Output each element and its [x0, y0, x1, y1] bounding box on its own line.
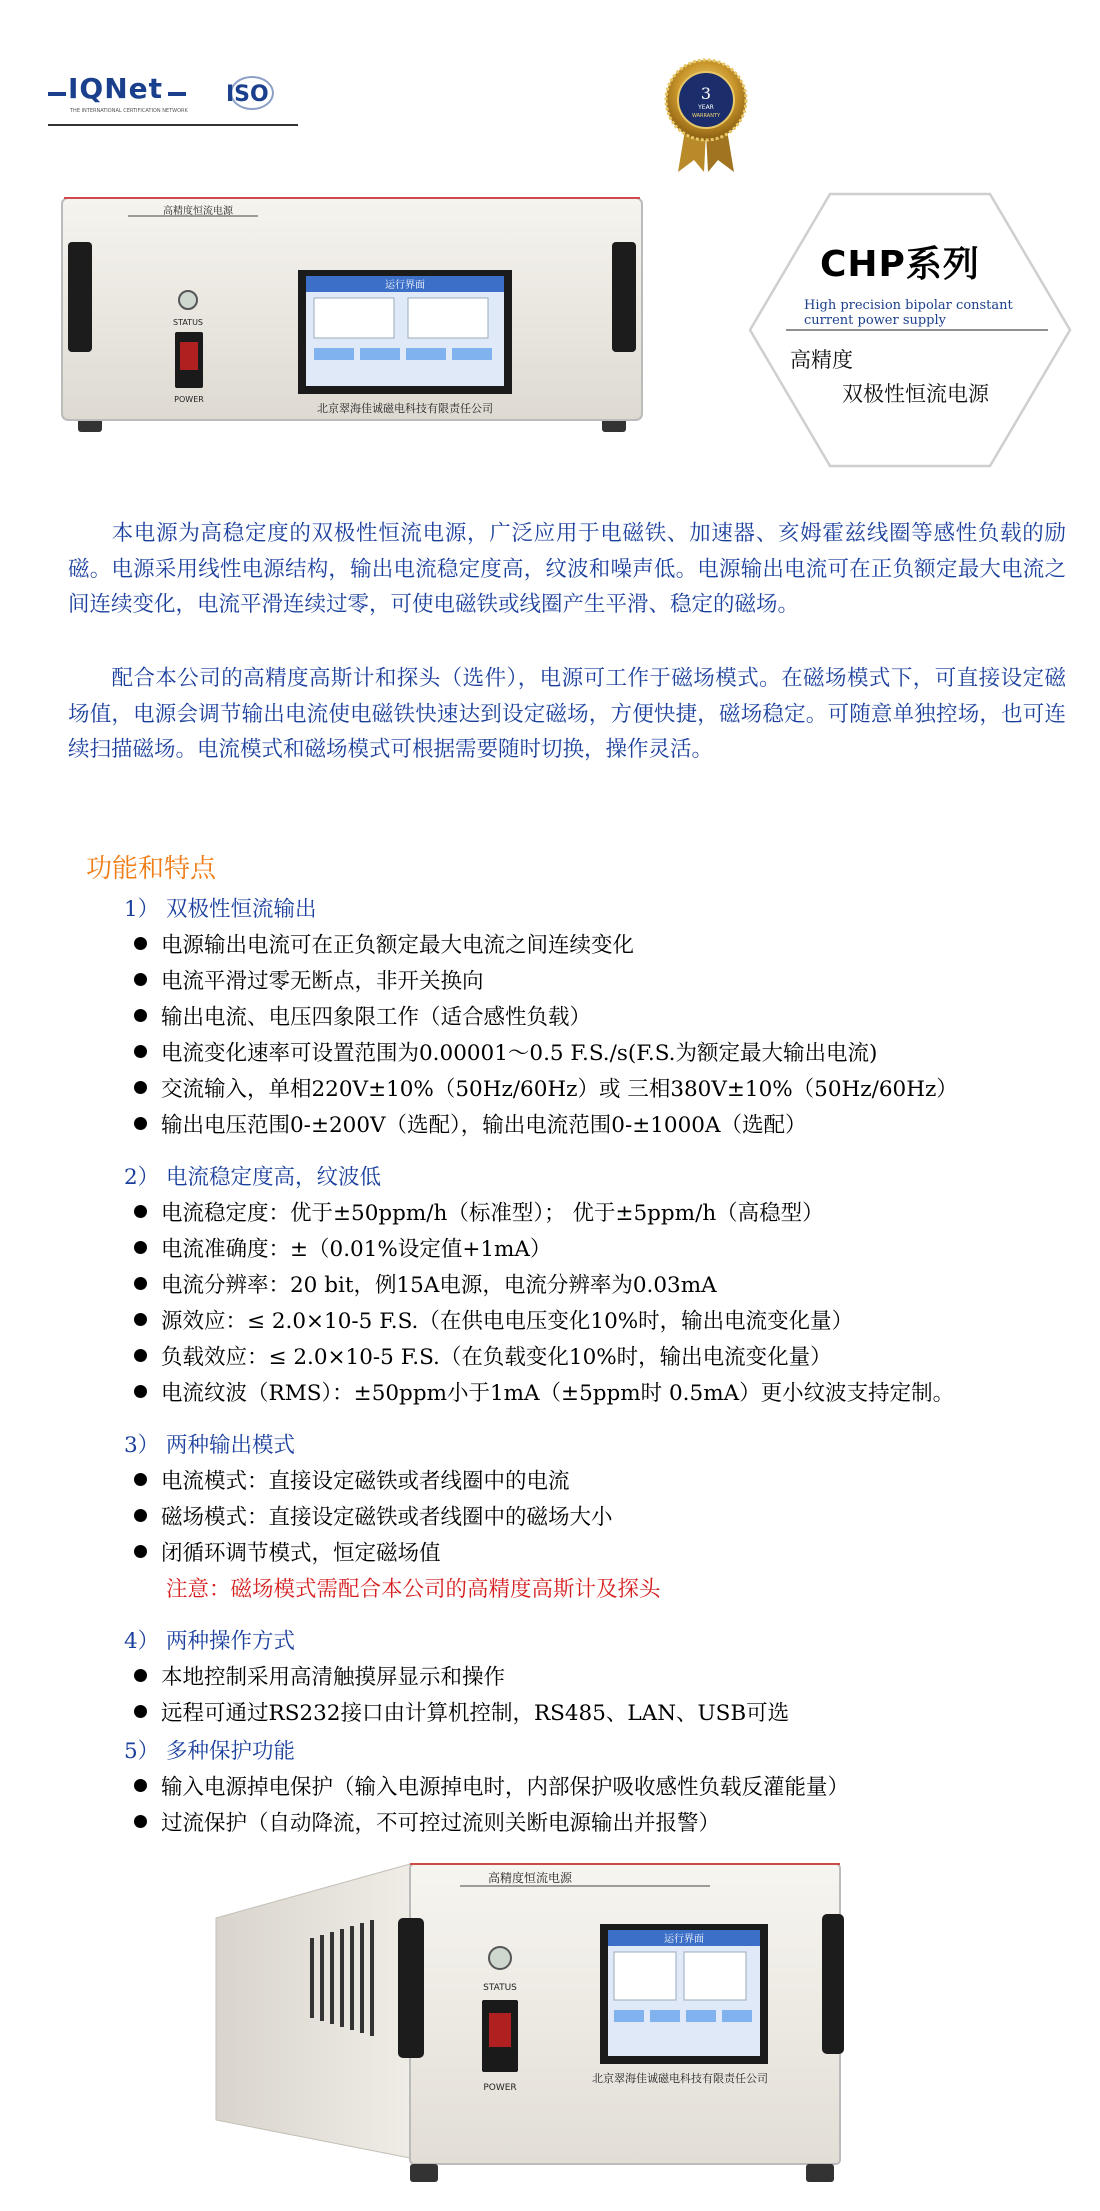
bullet-icon	[134, 1277, 147, 1290]
bullet-icon	[134, 1779, 147, 1792]
bullet-icon	[134, 1545, 147, 1558]
bullet-icon	[134, 1349, 147, 1362]
iqnet-subtitle: THE INTERNATIONAL CERTIFICATION NETWORK	[70, 108, 188, 114]
device-angled-image	[210, 1858, 850, 2198]
bullet-icon	[134, 1205, 147, 1218]
device1-status-label: STATUS	[172, 318, 204, 327]
section-1-title: 1） 双极性恒流输出	[124, 897, 317, 922]
section-2-title: 2） 电流稳定度高，纹波低	[124, 1165, 382, 1190]
iqnet-dash-left	[48, 92, 66, 96]
intro-paragraph-2	[68, 661, 1066, 768]
section-1-item: 电流平滑过零无断点，非开关换向	[134, 964, 484, 995]
product-cn-line1: 高精度	[790, 348, 853, 372]
bullet-icon	[134, 1009, 147, 1022]
device2-power-label: POWER	[483, 2083, 517, 2093]
section-3-title: 3） 两种输出模式	[124, 1433, 296, 1458]
certification-logos	[48, 62, 298, 122]
section-1-item: 输出电流、电压四象限工作（适合感性负载）	[134, 1000, 591, 1031]
bullet-icon	[134, 1241, 147, 1254]
section-5-title: 5） 多种保护功能	[124, 1739, 296, 1764]
product-series-title: CHP系列	[820, 244, 980, 285]
device1-company: 北京翠海佳诚磁电科技有限责任公司	[317, 402, 493, 415]
section-2-item: 电流准确度：±（0.01%设定值+1mA）	[134, 1232, 551, 1263]
badge-number: 3	[700, 84, 712, 103]
device2-screen-title: 运行界面	[664, 1934, 704, 1945]
device2-panel-title: 高精度恒流电源	[487, 1871, 573, 1885]
bullet-icon	[134, 1473, 147, 1486]
section-5-item: 输入电源掉电保护（输入电源掉电时，内部保护吸收感性负载反灌能量）	[134, 1770, 849, 1801]
badge-warranty: WARRANTY	[691, 113, 721, 119]
device-front-image	[58, 192, 646, 444]
section-3-item: 电流模式：直接设定磁铁或者线圈中的电流	[134, 1464, 570, 1495]
header-divider	[48, 124, 298, 126]
intro-paragraph-2-text: 配合本公司的高精度高斯计和探头（选件），电源可工作于磁场模式。在磁场模式下，可直接设定磁场值，电源会调节输出电流使电磁铁快速达到设定磁场，方便快捷，磁场稳定。可随意单独控场，也可连续扫描磁场。电流模式和磁场模式可根据需要随时切换，操作灵活。	[68, 666, 1066, 762]
section-1-item: 交流输入，单相220V±10%（50Hz/60Hz）或 三相380V±10%（50Hz/60Hz）	[134, 1072, 958, 1103]
iqnet-dash-right	[168, 92, 186, 96]
intro-paragraph-1-text: 本电源为高稳定度的双极性恒流电源，广泛应用于电磁铁、加速器、亥姆霍兹线圈等感性负载的励磁。电源采用线性电源结构，输出电流稳定度高，纹波和噪声低。电源输出电流可在正负额定最大电流之间连续变化，电流平滑连续过零，可使电磁铁或线圈产生平滑、稳定的磁场。	[68, 521, 1066, 617]
device1-power-label: POWER	[174, 395, 204, 404]
product-english-name: High precision bipolar constant current power supply	[804, 298, 1013, 328]
section-1-item: 输出电压范围0-±200V（选配），输出电流范围0-±1000A（选配）	[134, 1108, 806, 1139]
bullet-icon	[134, 1669, 147, 1682]
warranty-badge-icon	[656, 54, 756, 174]
section-3-item: 闭循环调节模式，恒定磁场值	[134, 1536, 441, 1567]
product-hexagon-frame	[748, 192, 1072, 468]
iso-logo: ISO	[226, 82, 269, 107]
bullet-icon	[134, 1815, 147, 1828]
section-2-item: 源效应：≤ 2.0×10-5 F.S.（在供电电压变化10%时，输出电流变化量）	[134, 1304, 853, 1335]
section-2-item: 电流稳定度：优于±50ppm/h（标准型）； 优于±5ppm/h（高稳型）	[134, 1196, 824, 1227]
section-4-item: 本地控制采用高清触摸屏显示和操作	[134, 1660, 505, 1691]
section-4-item: 远程可通过RS232接口由计算机控制，RS485、LAN、USB可选	[134, 1696, 789, 1727]
device2-company: 北京翠海佳诚磁电科技有限责任公司	[592, 2072, 768, 2085]
intro-paragraph-1	[68, 516, 1066, 623]
iqnet-logo: IQNet	[68, 72, 164, 105]
section-4-title: 4） 两种操作方式	[124, 1629, 296, 1654]
device1-screen-title: 运行界面	[385, 280, 425, 291]
section-2-item: 电流纹波（RMS）：±50ppm小于1mA（±5ppm时 0.5mA）更小纹波支持定制。	[134, 1376, 954, 1407]
bullet-icon	[134, 1313, 147, 1326]
bullet-icon	[134, 973, 147, 986]
device2-status-label: STATUS	[483, 1983, 517, 1993]
product-cn-line2: 双极性恒流电源	[842, 382, 989, 406]
bullet-icon	[134, 1045, 147, 1058]
bullet-icon	[134, 1509, 147, 1522]
bullet-icon	[134, 1385, 147, 1398]
badge-year: YEAR	[698, 104, 714, 111]
bullet-icon	[134, 1117, 147, 1130]
bullet-icon	[134, 937, 147, 950]
bullet-icon	[134, 1705, 147, 1718]
section-1-item: 电源输出电流可在正负额定最大电流之间连续变化	[134, 928, 634, 959]
device1-panel-title: 高精度恒流电源	[163, 206, 233, 217]
section-3-note: 注意：磁场模式需配合本公司的高精度高斯计及探头	[166, 1577, 661, 1602]
bullet-icon	[134, 1081, 147, 1094]
features-heading: 功能和特点	[86, 854, 217, 884]
section-5-item: 过流保护（自动降流，不可控过流则关断电源输出并报警）	[134, 1806, 720, 1837]
section-1-item: 电流变化速率可设置范围为0.00001～0.5 F.S./s(F.S.为额定最大输出电流)	[134, 1036, 877, 1067]
section-2-item: 电流分辨率：20 bit，例15A电源，电流分辨率为0.03mA	[134, 1268, 717, 1299]
section-2-item: 负载效应：≤ 2.0×10-5 F.S.（在负载变化10%时，输出电流变化量）	[134, 1340, 832, 1371]
section-3-item: 磁场模式：直接设定磁铁或者线圈中的磁场大小	[134, 1500, 613, 1531]
